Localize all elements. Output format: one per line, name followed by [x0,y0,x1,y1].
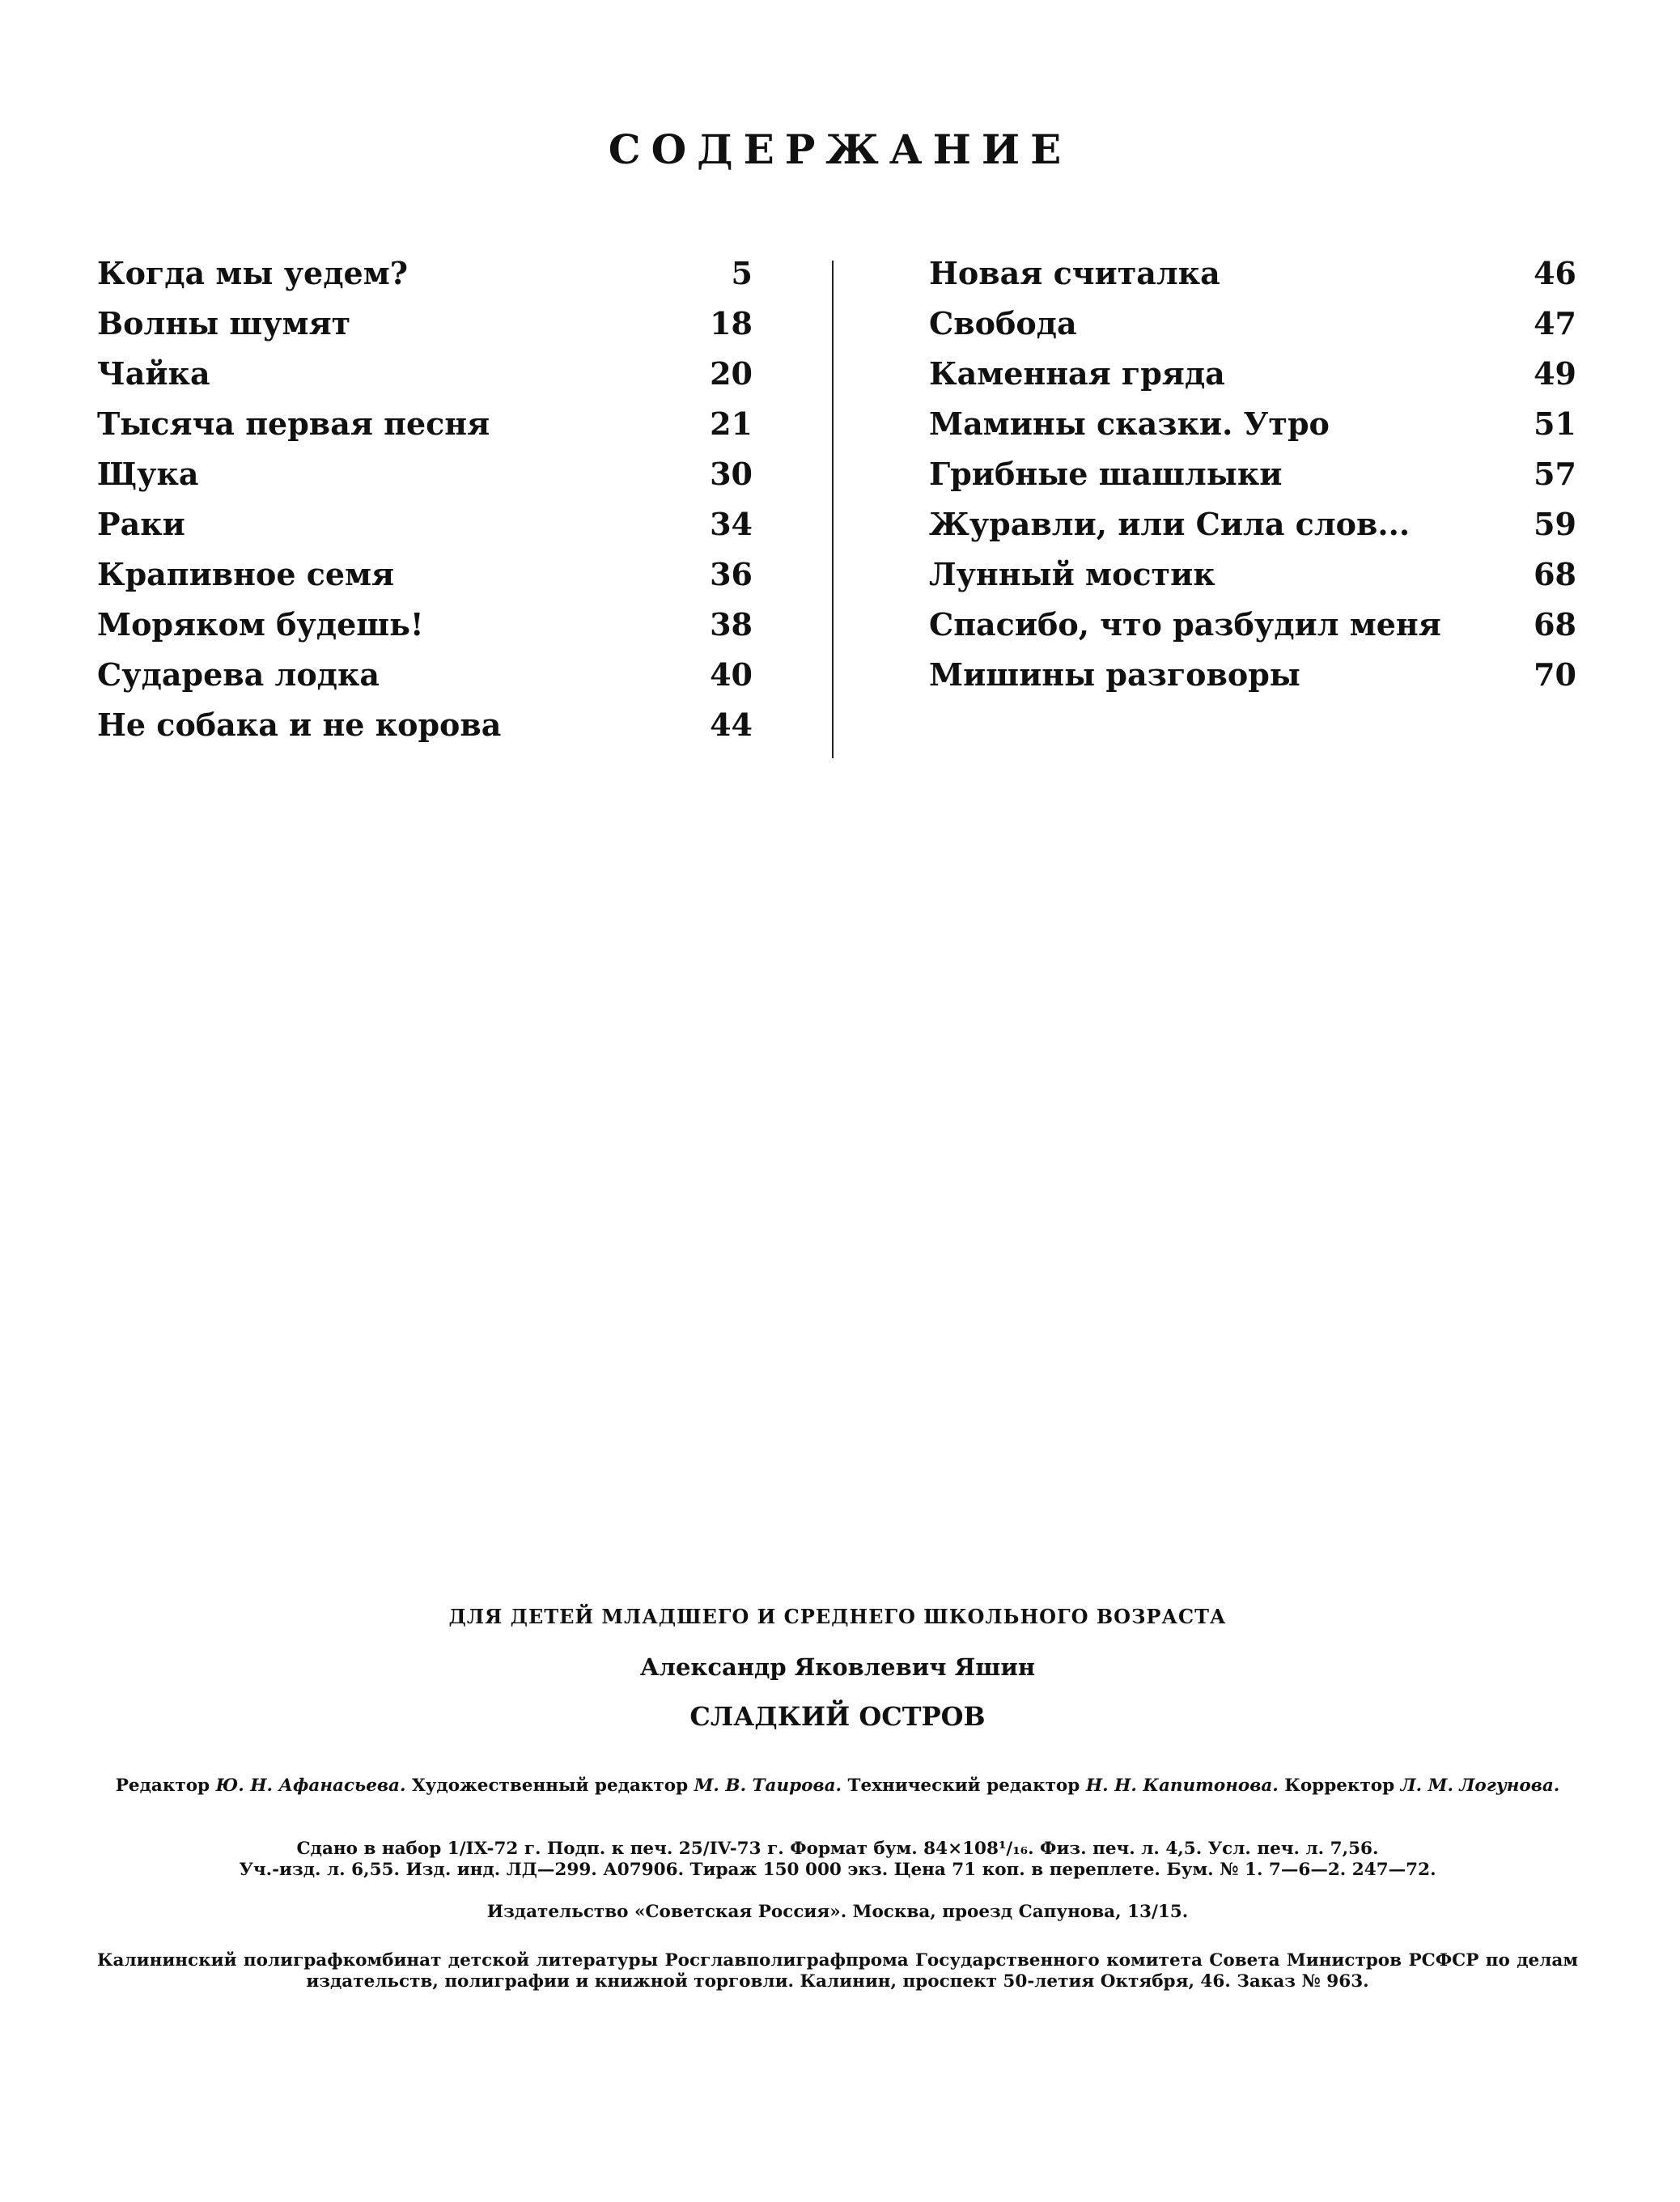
printer-info [97,1950,1578,1992]
toc-entry [97,255,753,305]
toc-entry-title: Тысяча первая песня [97,405,490,442]
toc-entry-title: Лунный мостик [929,556,1215,592]
toc-divider [832,261,834,758]
page-title: СОДЕРЖАНИЕ [608,125,1072,173]
toc-entry-title: Каменная гряда [929,355,1225,392]
toc-entry [929,506,1576,556]
toc-entry [929,556,1576,606]
editor-name: Ю. Н. Афанасьева. [215,1776,406,1796]
toc-entry-page: 57 [1534,456,1576,492]
corrector-label: Корректор [1284,1776,1395,1796]
toc-entry-title: Спасибо, что разбудил меня [929,606,1441,643]
toc-entry-title: Сударева лодка [97,656,380,693]
toc-entry-page: 5 [731,255,753,291]
tech-editor-label: Технический редактор [847,1776,1080,1796]
toc-entry [929,255,1576,305]
toc-entry-title: Щука [97,456,199,492]
toc-entry-title: Новая считалка [929,255,1220,291]
toc-entry [97,556,753,606]
toc-entry-title: Не собака и не корова [97,706,502,743]
toc-entry [97,506,753,556]
toc-entry [929,355,1576,405]
printer-text: Калининский полиграфкомбинат детской литературы Росглавполиграфпрома Государственного комитета Совета Министров РСФСР по делам издательств, полиграфии и книжной торговли. Калинин, проспект 50-летия Октября, 46. [97,1950,1578,1992]
toc-entry-title: Раки [97,506,185,542]
toc-right-column [929,255,1576,706]
toc-entry [929,606,1576,656]
toc-entry-page: 30 [710,456,753,492]
print-line-2: Уч.-изд. л. 6,55. Изд. инд. ЛД—299. А07906. Тираж 150 000 экз. Цена 71 коп. в переплете. Бум. № 1. 7—6—2. 247—72. [239,1860,1436,1880]
publisher-line: Издательство «Советская Россия». Москва, проезд Сапунова, 13/15. [486,1902,1189,1922]
toc-entry-page: 47 [1534,305,1576,342]
toc-entry-page: 20 [710,355,753,392]
toc-entry [97,706,753,757]
toc-entry [97,355,753,405]
toc-entry [97,656,753,706]
print-line-1: Сдано в набор 1/IX-72 г. Подп. к печ. 25/IV-73 г. Формат бум. 84×108¹/₁₆. Физ. печ. л. 4,5. Усл. печ. л. 7,56. [296,1839,1379,1859]
art-editor-label: Художественный редактор [411,1776,689,1796]
toc-entry [929,405,1576,456]
toc-entry-title: Грибные шашлыки [929,456,1283,492]
toc-entry-title: Журавли, или Сила слов... [929,506,1411,542]
order-number: Заказ № 963. [1237,1971,1369,1992]
toc-entry [97,405,753,456]
toc-entry-title: Свобода [929,305,1077,342]
editors-credits [97,1776,1578,1797]
toc-entry-page: 36 [710,556,753,592]
corrector-name: Л. М. Логунова. [1400,1776,1560,1796]
toc-entry [97,606,753,656]
toc-entry-page: 68 [1534,606,1576,643]
toc-entry-page: 21 [710,405,753,442]
author-name: Александр Яковлевич Яшин [639,1653,1036,1681]
toc-entry-page: 40 [710,656,753,693]
toc-entry-title: Крапивное семя [97,556,395,592]
toc-entry-page: 44 [710,706,753,743]
toc-entry-title: Мамины сказки. Утро [929,405,1330,442]
toc-entry-page: 34 [710,506,753,542]
toc-entry [929,305,1576,355]
toc-entry-title: Моряком будешь! [97,606,424,643]
toc-entry-page: 70 [1534,656,1576,693]
toc-entry-title: Когда мы уедем? [97,255,408,291]
toc-entry-page: 38 [710,606,753,643]
toc-entry-page: 18 [710,305,753,342]
toc-entry-page: 49 [1534,355,1576,392]
tech-editor-name: Н. Н. Капитонова. [1085,1776,1279,1796]
editor-label: Редактор [115,1776,210,1796]
toc-entry [929,456,1576,506]
toc-left-column [97,255,753,757]
audience-note: ДЛЯ ДЕТЕЙ МЛАДШЕГО И СРЕДНЕГО ШКОЛЬНОГО ВОЗРАСТА [448,1605,1227,1628]
print-data [97,1839,1578,1881]
toc-entry-page: 46 [1534,255,1576,291]
book-title: СЛАДКИЙ ОСТРОВ [689,1701,986,1732]
toc-entry [929,656,1576,706]
toc-entry-title: Мишины разговоры [929,656,1300,693]
toc-entry-page: 51 [1534,405,1576,442]
toc-entry-page: 59 [1534,506,1576,542]
toc-entry-page: 68 [1534,556,1576,592]
toc-entry-title: Чайка [97,355,210,392]
toc-entry-title: Волны шумят [97,305,351,342]
toc-entry [97,456,753,506]
toc-entry [97,305,753,355]
art-editor-name: М. В. Таирова. [694,1776,842,1796]
